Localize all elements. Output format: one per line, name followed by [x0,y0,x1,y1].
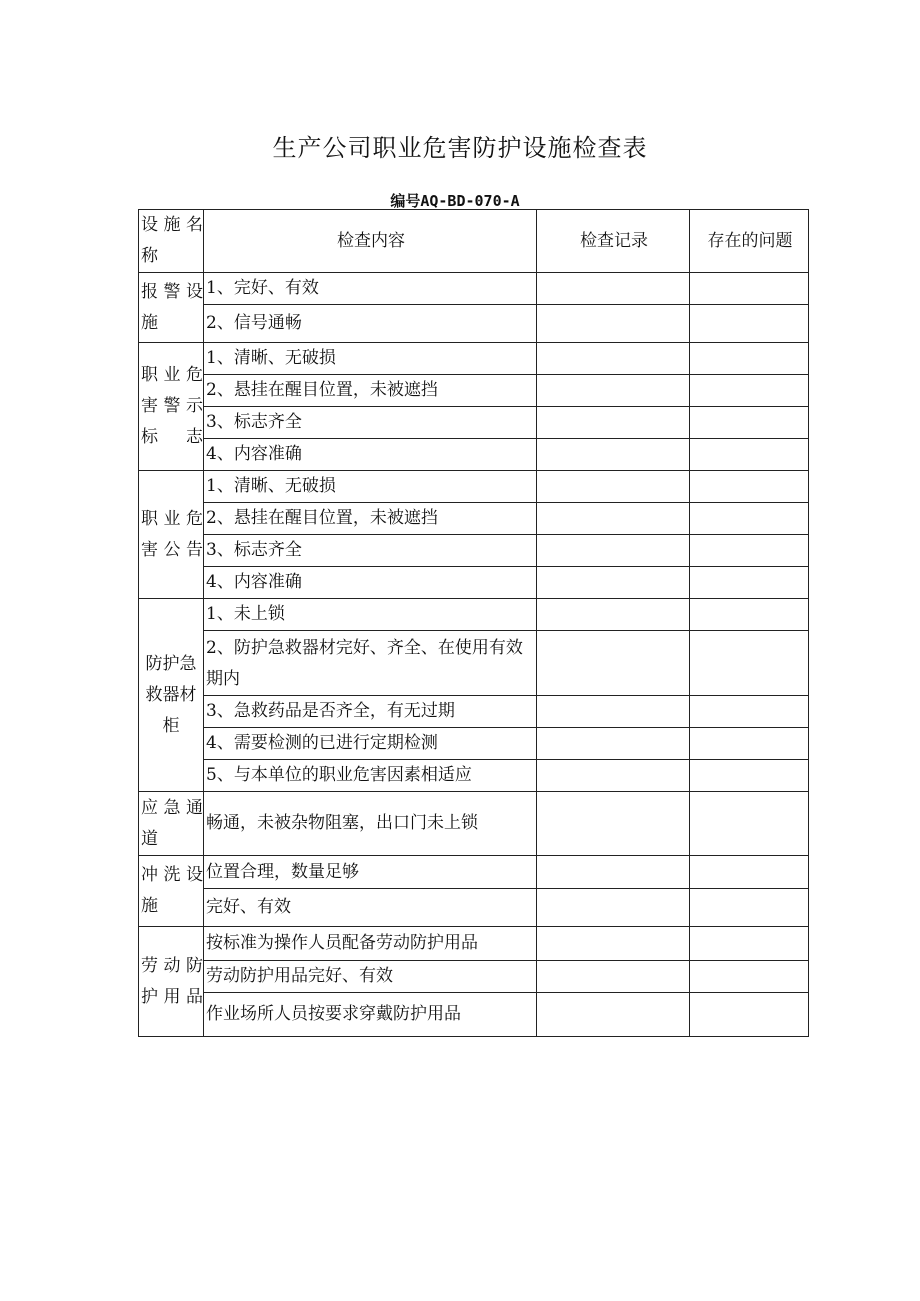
record-cell[interactable] [537,696,690,728]
table-row [139,728,809,760]
problem-cell[interactable] [690,503,809,535]
problem-cell[interactable] [690,343,809,375]
record-cell[interactable] [537,273,690,305]
check-item: 按标准为操作人员配备劳动防护用品 [204,927,537,961]
problem-cell[interactable] [690,760,809,792]
record-cell[interactable] [537,535,690,567]
table-row [139,599,809,631]
check-item: 作业场所人员按要求穿戴防护用品 [204,993,537,1037]
record-cell[interactable] [537,375,690,407]
header-content: 检查内容 [204,210,537,273]
problem-cell[interactable] [690,993,809,1037]
problem-cell[interactable] [690,792,809,856]
check-item: 4、内容准确 [204,567,537,599]
table-row [139,305,809,343]
problem-cell[interactable] [690,273,809,305]
check-item: 2、悬挂在醒目位置，未被遮挡 [204,375,537,407]
table-row [139,631,809,696]
facility-name: 冲洗设施 [139,856,204,927]
record-cell[interactable] [537,760,690,792]
check-item: 2、悬挂在醒目位置，未被遮挡 [204,503,537,535]
table-row [139,927,809,961]
table-row [139,407,809,439]
check-item: 完好、有效 [204,889,537,927]
header-facility: 设施名称 [139,210,204,273]
table-row [139,273,809,305]
header-problems: 存在的问题 [690,210,809,273]
record-cell[interactable] [537,503,690,535]
record-cell[interactable] [537,889,690,927]
record-cell[interactable] [537,305,690,343]
problem-cell[interactable] [690,439,809,471]
problem-cell[interactable] [690,407,809,439]
facility-name: 职业危害警示标志 [139,343,204,471]
table-row [139,993,809,1037]
table-row [139,439,809,471]
problem-cell[interactable] [690,889,809,927]
table-row [139,856,809,889]
page-title: 生产公司职业危害防护设施检查表 [272,134,648,162]
record-cell[interactable] [537,927,690,961]
record-cell[interactable] [537,407,690,439]
check-item: 劳动防护用品完好、有效 [204,961,537,993]
header-record: 检查记录 [537,210,690,273]
check-item: 1、清晰、无破损 [204,471,537,503]
record-cell[interactable] [537,856,690,889]
check-item: 5、与本单位的职业危害因素相适应 [204,760,537,792]
table-row [139,696,809,728]
inspection-table [138,209,809,1037]
check-item: 2、防护急救器材完好、齐全、在使用有效期内 [204,631,537,696]
facility-name: 职业危害公告 [139,471,204,599]
table-row [139,471,809,503]
problem-cell[interactable] [690,599,809,631]
problem-cell[interactable] [690,728,809,760]
table-row [139,503,809,535]
record-cell[interactable] [537,567,690,599]
check-item: 3、急救药品是否齐全，有无过期 [204,696,537,728]
problem-cell[interactable] [690,961,809,993]
facility-name: 劳动防护用品 [139,927,204,1037]
record-cell[interactable] [537,471,690,503]
table-row [139,760,809,792]
record-cell[interactable] [537,792,690,856]
check-item: 3、标志齐全 [204,407,537,439]
check-item: 畅通，未被杂物阻塞，出口门未上锁 [204,792,537,856]
table-row [139,343,809,375]
record-cell[interactable] [537,343,690,375]
table-row [139,961,809,993]
problem-cell[interactable] [690,696,809,728]
record-cell[interactable] [537,439,690,471]
facility-name: 应急通道 [139,792,204,856]
problem-cell[interactable] [690,305,809,343]
problem-cell[interactable] [690,631,809,696]
check-item: 3、标志齐全 [204,535,537,567]
table-row [139,535,809,567]
header-row [139,210,809,273]
problem-cell[interactable] [690,375,809,407]
problem-cell[interactable] [690,856,809,889]
check-item: 1、完好、有效 [204,273,537,305]
problem-cell[interactable] [690,927,809,961]
table-row [139,375,809,407]
check-item: 4、内容准确 [204,439,537,471]
check-item: 1、清晰、无破损 [204,343,537,375]
facility-name: 报警设施 [139,273,204,343]
table-row [139,792,809,856]
table-row [139,889,809,927]
record-cell[interactable] [537,993,690,1037]
problem-cell[interactable] [690,471,809,503]
facility-name: 防护急救器材柜 [139,599,204,792]
check-item: 4、需要检测的已进行定期检测 [204,728,537,760]
problem-cell[interactable] [690,567,809,599]
record-cell[interactable] [537,599,690,631]
check-item: 位置合理，数量足够 [204,856,537,889]
record-cell[interactable] [537,728,690,760]
check-item: 2、信号通畅 [204,305,537,343]
table-row [139,567,809,599]
record-cell[interactable] [537,631,690,696]
check-item: 1、未上锁 [204,599,537,631]
problem-cell[interactable] [690,535,809,567]
record-cell[interactable] [537,961,690,993]
document-number: 编号AQ-BD-070-A [390,192,520,210]
